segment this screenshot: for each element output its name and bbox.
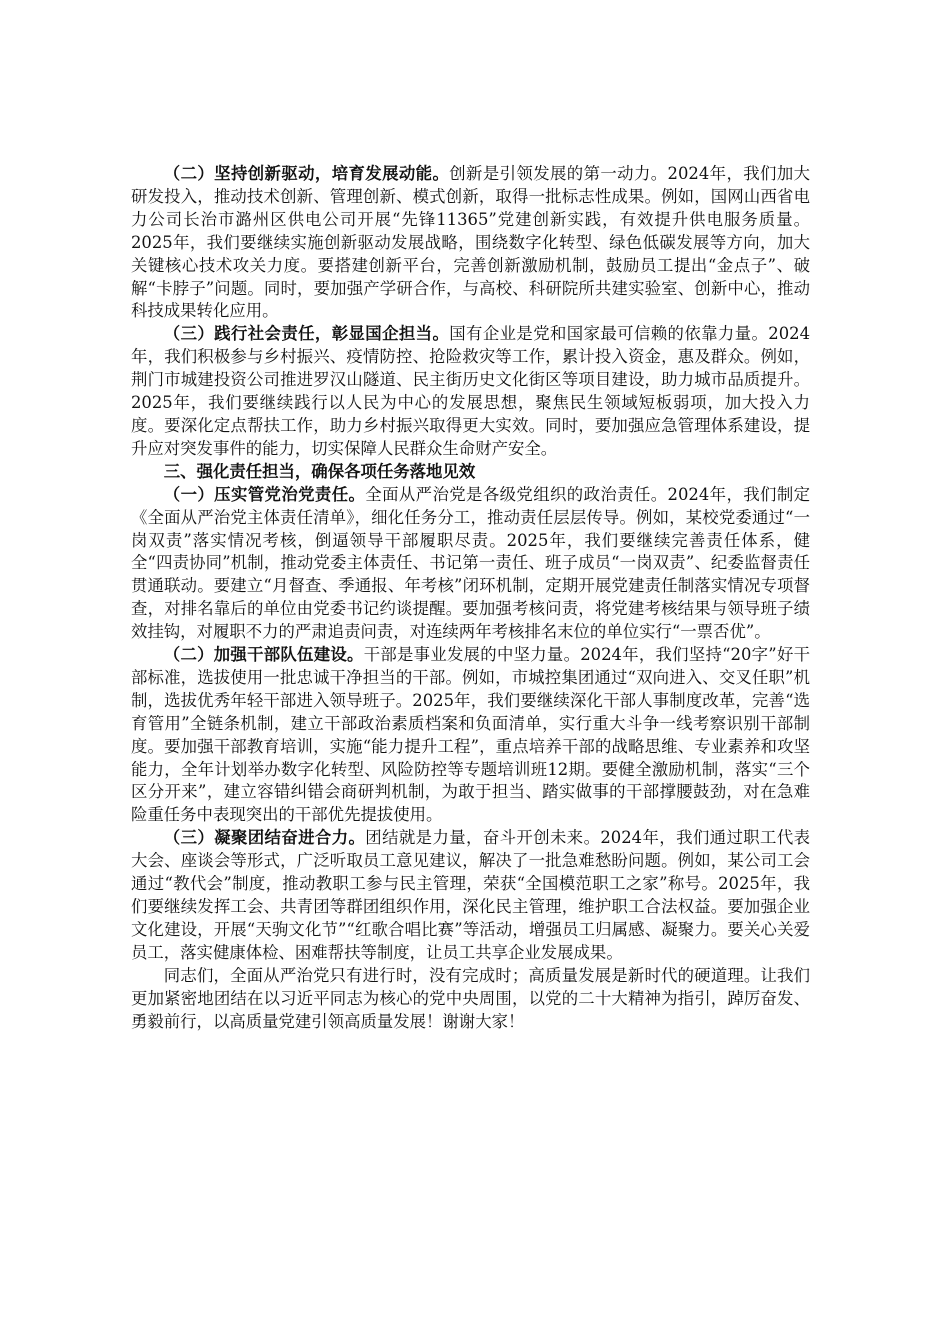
paragraph-lead: （三）凝聚团结奋进合力。 [163, 828, 366, 848]
paragraph-text: 团结就是力量，奋斗开创未来。2024年，我们通过职工代表大会、座谈会等形式，广泛听取员工意见建议，解决了一批急难愁盼问题。例如，某公司工会通过“教代会”制度，推动教职工参与民主管理，荣获“全国模范职工之家”称号。2025年，我们要继续发挥工会、共青团等群团组织作用，深化民主管理，维护职工合法权益。要加强企业文化建设，开展“天驹文化节”“红歌合唱比赛”等活动，增强员工归属感、凝聚力。要关心关爱员工，落实健康体检、困难帮扶等制度，让员工共享企业发展成果。 [131, 828, 810, 962]
section-heading: 三、强化责任担当，确保各项任务落地见效 [163, 461, 476, 481]
paragraph-cadre-building [131, 644, 810, 827]
document-body [131, 163, 810, 1033]
paragraph-lead: （三）践行社会责任，彰显国企担当。 [163, 324, 450, 344]
paragraph-innovation [131, 163, 810, 323]
paragraph-text: 创新是引领发展的第一动力。2024年，我们加大研发投入，推动技术创新、管理创新、模式创新，取得一批标志性成果。例如，国网山西省电力公司长治市潞州区供电公司开展“先锋11365”党建创新实践，有效提升供电服务质量。2025年，我们要继续实施创新驱动发展战略，围绕数字化转型、绿色低碳发展等方向，加大关键核心技术攻关力度。要搭建创新平台，完善创新激励机制，鼓励员工提出“金点子”、破解“卡脖子”问题。同时，要加强产学研合作，与高校、科研院所共建实验室、创新中心，推动科技成果转化应用。 [131, 164, 810, 321]
paragraph-text: 干部是事业发展的中坚力量。2024年，我们坚持“20字”好干部标准，选拔使用一批忠诚干净担当的干部。例如，市城控集团通过“双向进入、交叉任职”机制，选拔优秀年轻干部进入领导班子。2025年，我们要继续深化干部人事制度改革，完善“选育管用”全链条机制，建立干部政治素质档案和负面清单，实行重大斗争一线考察识别干部制度。要加强干部教育培训，实施“能力提升工程”，重点培养干部的战略思维、专业素养和攻坚能力，全年计划举办数字化转型、风险防控等专题培训班12期。要健全激励机制，落实“三个区分开来”，建立容错纠错会商研判机制，为敢于担当、踏实做事的干部撑腰鼓劲，对在急难险重任务中表现突出的干部优先提拔使用。 [131, 645, 811, 825]
paragraph-party-responsibility [131, 484, 810, 644]
closing-paragraph: 同志们，全面从严治党只有进行时，没有完成时；高质量发展是新时代的硬道理。让我们更加紧密地团结在以习近平同志为核心的党中央周围，以党的二十大精神为指引，踔厉奋发、勇毅前行，以高质量党建引领高质量发展！谢谢大家！ [131, 965, 810, 1031]
paragraph-text: 全面从严治党是各级党组织的政治责任。2024年，我们制定《全面从严治党主体责任清单》，细化任务分工，推动责任层层传导。例如，某校党委通过“一岗双责”落实情况考核，倒逼领导干部履职尽责。2025年，我们要继续完善责任体系，健全“四责协同”机制，推动党委主体责任、书记第一责任、班子成员“一岗双责”、纪委监督责任贯通联动。要建立“月督查、季通报、年考核”闭环机制，定期开展党建责任制落实情况专项督查，对排名靠后的单位由党委书记约谈提醒。要加强考核问责，将党建考核结果与领导班子绩效挂钩，对履职不力的严肃追责问责，对连续两年考核排名末位的单位实行“一票否优”。 [131, 484, 810, 642]
paragraph-unity [131, 827, 810, 964]
paragraph-lead: （二）坚持创新驱动，培育发展动能。 [163, 164, 450, 183]
paragraph-social-responsibility [131, 323, 810, 460]
paragraph-lead: （一）压实管党治党责任。 [163, 484, 366, 504]
paragraph-text: 国有企业是党和国家最可信赖的依靠力量。2024年，我们积极参与乡村振兴、疫情防控、抢险救灾等工作，累计投入资金，惠及群众。例如，荆门市城建投资公司推进罗汉山隧道、民主街历史文化街区等项目建设，助力城市品质提升。2025年，我们要继续践行以人民为中心的发展思想，聚焦民生领域短板弱项，加大投入力度。要深化定点帮扶工作，助力乡村振兴取得更大实效。同时，要加强应急管理体系建设，提升应对突发事件的能力，切实保障人民群众生命财产安全。 [131, 324, 810, 458]
paragraph-lead: （二）加强干部队伍建设。 [163, 645, 364, 665]
